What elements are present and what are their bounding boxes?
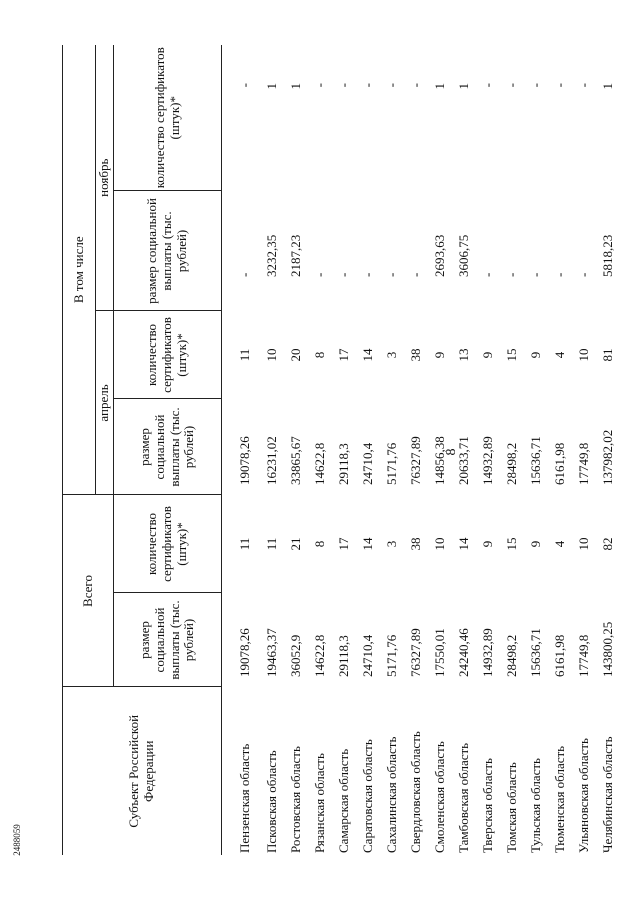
november-size-cell: - <box>575 272 591 277</box>
region-name: Пензенская область <box>236 743 252 853</box>
april-count-cell: 81 <box>599 348 615 362</box>
region-name: Сахалинская область <box>383 736 399 853</box>
table-row <box>308 45 332 855</box>
november-size-cell: - <box>527 272 543 277</box>
total-count-cell: 11 <box>263 537 279 551</box>
region-name: Тверская область <box>479 758 495 853</box>
rotated-table-sheet <box>62 45 615 855</box>
table-row <box>260 45 284 855</box>
total-size-cell: 17550,01 <box>431 628 447 677</box>
total-count-cell: 38 <box>407 537 423 551</box>
november-size-cell: - <box>335 272 351 277</box>
table-row <box>500 45 524 855</box>
total-count-cell: 17 <box>335 537 351 551</box>
april-size-cell: 137982,02 <box>599 429 615 485</box>
total-count-cell: 9 <box>527 540 543 548</box>
april-size-cell: 15636,71 <box>527 436 543 485</box>
april-count-cell: 10 <box>263 348 279 362</box>
november-size-cell: - <box>479 272 495 277</box>
region-name: Смоленская область <box>431 741 447 853</box>
region-name: Самарская область <box>335 748 351 853</box>
total-count-cell: 8 <box>311 540 327 548</box>
total-count-cell: 10 <box>431 537 447 551</box>
november-count-cell: - <box>479 82 495 88</box>
november-size-cell: - <box>407 272 423 277</box>
april-size-cell: 20633,71 <box>455 436 471 485</box>
header-november-size: размер социальной выплаты (тыс. рублей) <box>114 191 222 311</box>
region-name: Томская область <box>503 762 519 853</box>
total-size-cell: 24710,4 <box>359 634 375 677</box>
april-count-cell: 9 <box>431 351 447 359</box>
table-row <box>404 45 428 855</box>
total-size-cell: 24240,46 <box>455 628 471 677</box>
april-count-cell: 14 <box>359 348 375 362</box>
table-row <box>332 45 356 855</box>
total-size-cell: 19078,26 <box>236 628 252 677</box>
table-row <box>284 45 308 855</box>
header-april: апрель <box>96 311 114 495</box>
table-row <box>548 45 572 855</box>
total-count-cell: 10 <box>575 537 591 551</box>
region-name: Тюменская область <box>551 745 567 853</box>
header-total: Всего <box>63 495 114 687</box>
november-count-cell: 1 <box>599 82 615 90</box>
table-body <box>222 45 621 855</box>
region-name: Тульская область <box>527 758 543 853</box>
header-april-count: количество сертификатов (штук)* <box>114 311 222 399</box>
region-name: Челябинская область <box>599 736 615 853</box>
table-row <box>524 45 548 855</box>
region-name: Тамбовская область <box>455 742 471 853</box>
total-size-cell: 19463,37 <box>263 628 279 677</box>
table-row <box>572 45 596 855</box>
total-size-cell: 14932,89 <box>479 628 495 677</box>
november-count-cell: 1 <box>287 82 303 90</box>
table-row <box>380 45 404 855</box>
april-size-cell: 29118,3 <box>335 443 351 485</box>
april-size-cell: 16231,02 <box>263 436 279 485</box>
april-count-cell: 10 <box>575 348 591 362</box>
header-subject: Субъект Российской Федерации <box>63 687 222 855</box>
table-row <box>476 45 500 855</box>
november-size-cell: 3232,35 <box>263 234 279 277</box>
total-count-cell: 3 <box>383 540 399 548</box>
november-size-cell: - <box>236 272 252 277</box>
november-size-cell: - <box>359 272 375 277</box>
header-total-count: количество сертификатов (штук)* <box>114 495 222 593</box>
april-count-cell: 9 <box>479 351 495 359</box>
total-count-cell: 15 <box>503 537 519 551</box>
november-size-cell: - <box>503 272 519 277</box>
april-count-cell: 3 <box>383 351 399 359</box>
april-size-cell: 19078,26 <box>236 436 252 485</box>
total-size-cell: 76327,89 <box>407 628 423 677</box>
november-size-cell: 5818,23 <box>599 234 615 277</box>
total-size-cell: 29118,3 <box>335 635 351 677</box>
november-count-cell: - <box>527 82 543 88</box>
region-name: Ульяновская область <box>575 738 591 853</box>
november-count-cell: - <box>311 82 327 88</box>
april-count-cell: 20 <box>287 348 303 362</box>
region-name: Свердловская область <box>407 731 423 853</box>
april-count-cell: 17 <box>335 348 351 362</box>
header-november: ноябрь <box>96 45 114 311</box>
region-name: Псковская область <box>263 750 279 853</box>
april-count-cell: 13 <box>455 348 471 362</box>
total-size-cell: 143800,25 <box>599 621 615 677</box>
november-count-cell: - <box>359 82 375 88</box>
november-count-cell: - <box>236 82 252 88</box>
total-size-cell: 6161,98 <box>551 634 567 677</box>
april-size-cell: 14856,38 <box>431 436 447 485</box>
document-code: 2488059 <box>12 824 22 856</box>
total-count-cell: 21 <box>287 537 303 551</box>
total-count-cell: 9 <box>479 540 495 548</box>
april-count-cell: 11 <box>236 348 252 362</box>
header-april-size: размер социальной выплаты (тыс. рублей) <box>114 399 222 495</box>
april-size-cell: 14622,8 <box>311 442 327 485</box>
header-including: В том числе <box>63 45 96 495</box>
april-count-cell: 4 <box>551 351 567 359</box>
november-count-cell: - <box>383 82 399 88</box>
april-size-cell: 76327,89 <box>407 436 423 485</box>
april-size-cell: 28498,2 <box>503 442 519 485</box>
social-payments-table <box>62 45 620 855</box>
total-count-cell: 11 <box>236 537 252 551</box>
page-number: 8 <box>444 448 459 456</box>
april-count-cell: 9 <box>527 351 543 359</box>
november-count-cell: 1 <box>263 82 279 90</box>
april-count-cell: 15 <box>503 348 519 362</box>
header-november-count: количество сертификатов (штук)* <box>114 45 222 191</box>
table-row <box>452 45 476 855</box>
region-name: Ростовская область <box>287 746 303 853</box>
april-size-cell: 33865,67 <box>287 436 303 485</box>
november-size-cell: 3606,75 <box>455 234 471 277</box>
region-name: Рязанская область <box>311 753 327 853</box>
total-count-cell: 82 <box>599 537 615 551</box>
total-size-cell: 17749,8 <box>575 634 591 677</box>
november-size-cell: - <box>311 272 327 277</box>
april-size-cell: 17749,8 <box>575 442 591 485</box>
header-total-size: размер социальной выплаты (тыс. рублей) <box>114 593 222 687</box>
region-name: Саратовская область <box>359 739 375 853</box>
november-count-cell: - <box>551 82 567 88</box>
november-count-cell: 1 <box>455 82 471 90</box>
november-count-cell: - <box>407 82 423 88</box>
table-row <box>428 45 452 855</box>
total-size-cell: 5171,76 <box>383 634 399 677</box>
april-size-cell: 24710,4 <box>359 442 375 485</box>
november-count-cell: - <box>503 82 519 88</box>
november-count-cell: 1 <box>431 82 447 90</box>
april-count-cell: 38 <box>407 348 423 362</box>
total-size-cell: 15636,71 <box>527 628 543 677</box>
total-size-cell: 14622,8 <box>311 634 327 677</box>
november-size-cell: 2693,63 <box>431 234 447 277</box>
april-size-cell: 6161,98 <box>551 442 567 485</box>
april-size-cell: 5171,76 <box>383 442 399 485</box>
total-count-cell: 14 <box>359 537 375 551</box>
table-row <box>222 45 261 855</box>
april-size-cell: 14932,89 <box>479 436 495 485</box>
total-size-cell: 36052,9 <box>287 634 303 677</box>
november-size-cell: - <box>383 272 399 277</box>
table-row <box>356 45 380 855</box>
november-size-cell: - <box>551 272 567 277</box>
total-count-cell: 4 <box>551 540 567 548</box>
april-count-cell: 8 <box>311 351 327 359</box>
november-count-cell: - <box>575 82 591 88</box>
november-size-cell: 2187,23 <box>287 234 303 277</box>
november-count-cell: - <box>335 82 351 88</box>
total-size-cell: 28498,2 <box>503 634 519 677</box>
table-row <box>596 45 620 855</box>
total-count-cell: 14 <box>455 537 471 551</box>
